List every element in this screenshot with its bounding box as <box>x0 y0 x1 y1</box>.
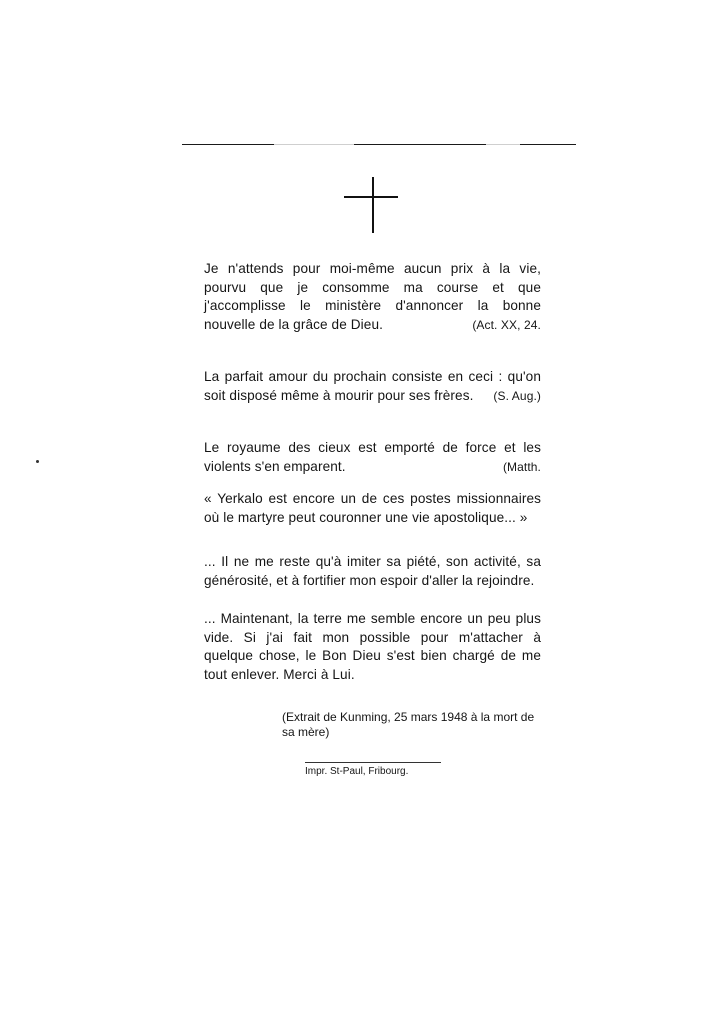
reference: (Matth. <box>502 459 541 474</box>
paragraph-4 <box>204 490 541 527</box>
top-rule-segment <box>354 144 486 145</box>
bottom-rule <box>305 762 441 763</box>
paragraph-3 <box>204 439 541 476</box>
paragraph-text: Le royaume des cieux est emporté de force et les violents s'en emparent. <box>204 440 541 474</box>
source-caption: (Extrait de Kunming, 25 mars 1948 à la mort de sa mère) <box>282 710 535 739</box>
speck-mark <box>36 460 39 463</box>
paragraph-text: La parfait amour du prochain consiste en ceci : qu'on soit disposé même à mourir pour ses frères. <box>204 369 541 403</box>
paragraph-text: « Yerkalo est encore un de ces postes missionnaires où le martyre peut couronner une vie apostolique... » <box>204 491 541 525</box>
reference: (S. Aug.) <box>493 388 541 403</box>
paragraph-text: ... Maintenant, la terre me semble encore un peu plus vide. Si j'ai fait mon possible pour m'attacher à quelque chose, le Bon Dieu s'est bien chargé de me tout enlever. Merci à Lui. <box>204 611 541 682</box>
reference: (Act. XX, 24. <box>472 317 541 332</box>
paragraph-5 <box>204 553 541 590</box>
top-rule-segment <box>520 144 576 145</box>
printer-imprint: Impr. St-Paul, Fribourg. <box>305 766 409 777</box>
cross-icon <box>344 177 404 233</box>
paragraph-text: ... Il ne me reste qu'à imiter sa piété, son activité, sa générosité, et à fortifier mon espoir d'aller la rejoindre. <box>204 554 541 588</box>
paragraph-6 <box>204 610 541 684</box>
paragraph-text: Je n'attends pour moi-même aucun prix à la vie, pourvu que je consomme ma course et que j'accomplisse le ministère d'annoncer la bonne nouvelle de la grâce de Dieu. <box>204 261 541 332</box>
top-rule-segment <box>182 144 274 145</box>
top-rule-faint <box>274 144 354 145</box>
top-rule-faint <box>486 144 520 145</box>
paragraph-1 <box>204 260 541 334</box>
paragraph-2 <box>204 368 541 405</box>
